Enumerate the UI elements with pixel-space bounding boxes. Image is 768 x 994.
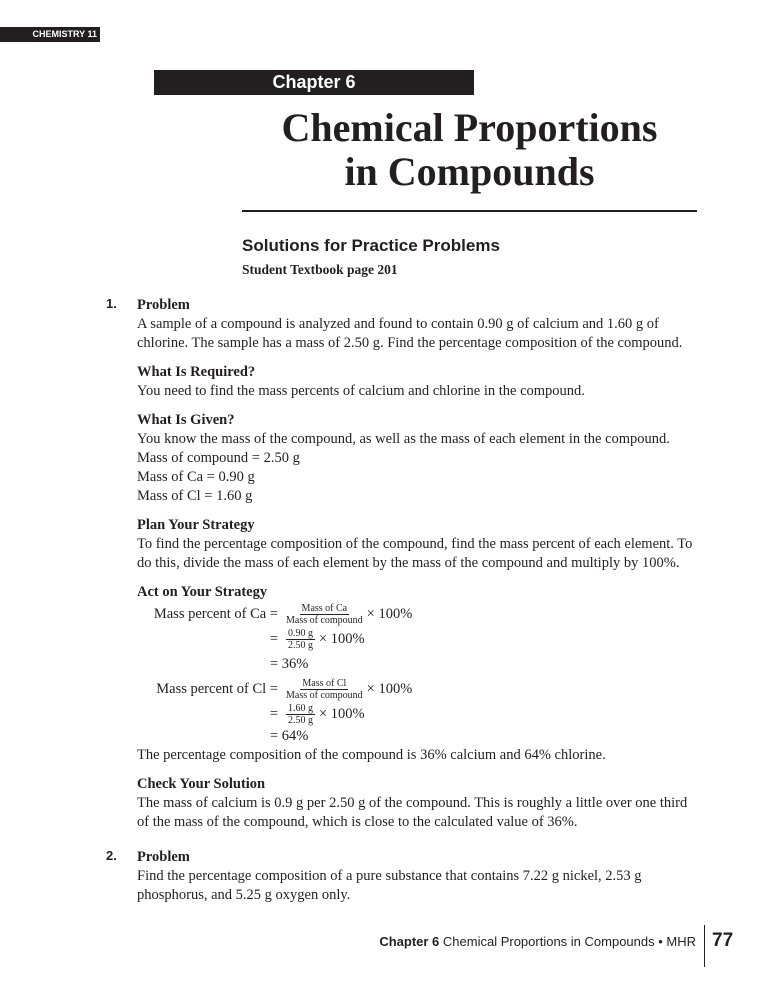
text: =: [269, 706, 278, 722]
problem-1: [106, 296, 702, 832]
subheading: Act on Your Strategy: [137, 584, 268, 600]
section-heading: Solutions for Practice Problems: [242, 236, 500, 255]
text: × 100%: [319, 706, 365, 722]
subheading: Check Your Solution: [137, 776, 266, 792]
text: Mass of compound = 2.50 g: [137, 450, 300, 466]
numerator: 1.60 g: [288, 703, 313, 714]
text: Mass of Ca = 0.90 g: [137, 469, 255, 485]
text: =: [269, 631, 278, 647]
subheading: What Is Required?: [137, 364, 256, 380]
equations: [137, 602, 702, 746]
text: To find the percentage composition of the compound, find the mass percent of each element. To do this, divide the mass of each element by the mass of the compound and multiply by 100%.: [137, 536, 693, 571]
fraction: [286, 678, 363, 701]
title-line: in Compounds: [344, 149, 595, 194]
text: You need to find the mass percents of calcium and chlorine in the compound.: [137, 383, 585, 399]
subheading: Problem: [137, 849, 190, 865]
text: × 100%: [366, 681, 413, 697]
divider: [242, 210, 697, 212]
numerator: Mass of Cl: [302, 678, 347, 689]
subheading: Problem: [137, 297, 190, 313]
problem-number: 1.: [106, 296, 117, 311]
text: You know the mass of the compound, as well as the mass of each element in the compound.: [137, 431, 670, 447]
text: A sample of a compound is analyzed and found to contain 0.90 g of calcium and 1.60 g of chlorine. The sample has a mass of 2.50 g. Find the percentage composition of the compound.: [137, 316, 683, 351]
chapter-title: [242, 106, 697, 194]
denominator: Mass of compound: [286, 615, 363, 626]
text: = 64%: [270, 728, 309, 744]
subheading: What Is Given?: [137, 412, 235, 428]
text: Find the percentage composition of a pure substance that contains 7.22 g nickel, 2.53 g phosphorus, and 5.25 g oxygen only.: [137, 868, 642, 903]
subheading: Plan Your Strategy: [137, 517, 255, 533]
chapter-banner: Chapter 6: [154, 70, 474, 95]
denominator: 2.50 g: [288, 715, 313, 726]
page-number: 77: [712, 930, 734, 951]
title-line: Chemical Proportions: [281, 105, 658, 150]
textbook-page-ref: Student Textbook page 201: [242, 262, 398, 277]
fraction: [286, 628, 315, 651]
text: × 100%: [319, 631, 365, 647]
text: The mass of calcium is 0.9 g per 2.50 g of the compound. This is roughly a little over one third of the mass of the compound, which is close to the calculated value of 36%.: [137, 795, 688, 830]
book-tag: CHEMISTRY 11: [0, 27, 100, 42]
text: × 100%: [366, 606, 413, 622]
footer-divider: [704, 925, 705, 967]
footer-text: [379, 934, 696, 949]
numerator: 0.90 g: [288, 628, 313, 639]
text: The percentage composition of the compound is 36% calcium and 64% chlorine.: [137, 747, 606, 763]
problem-number: 2.: [106, 848, 117, 863]
numerator: Mass of Ca: [301, 603, 348, 614]
denominator: 2.50 g: [288, 640, 313, 651]
fraction: [286, 703, 315, 726]
text: Mass of Cl = 1.60 g: [137, 488, 253, 504]
denominator: Mass of compound: [286, 690, 363, 701]
eq-lhs: Mass percent of Cl =: [156, 681, 278, 697]
fraction: [286, 603, 363, 626]
footer-title: Chemical Proportions in Compounds • MHR: [442, 934, 696, 949]
eq-lhs: Mass percent of Ca =: [153, 606, 278, 622]
footer-chapter: Chapter 6: [379, 934, 440, 949]
problem-2: [106, 848, 702, 905]
text: = 36%: [270, 656, 309, 672]
solutions-body: [106, 296, 702, 915]
